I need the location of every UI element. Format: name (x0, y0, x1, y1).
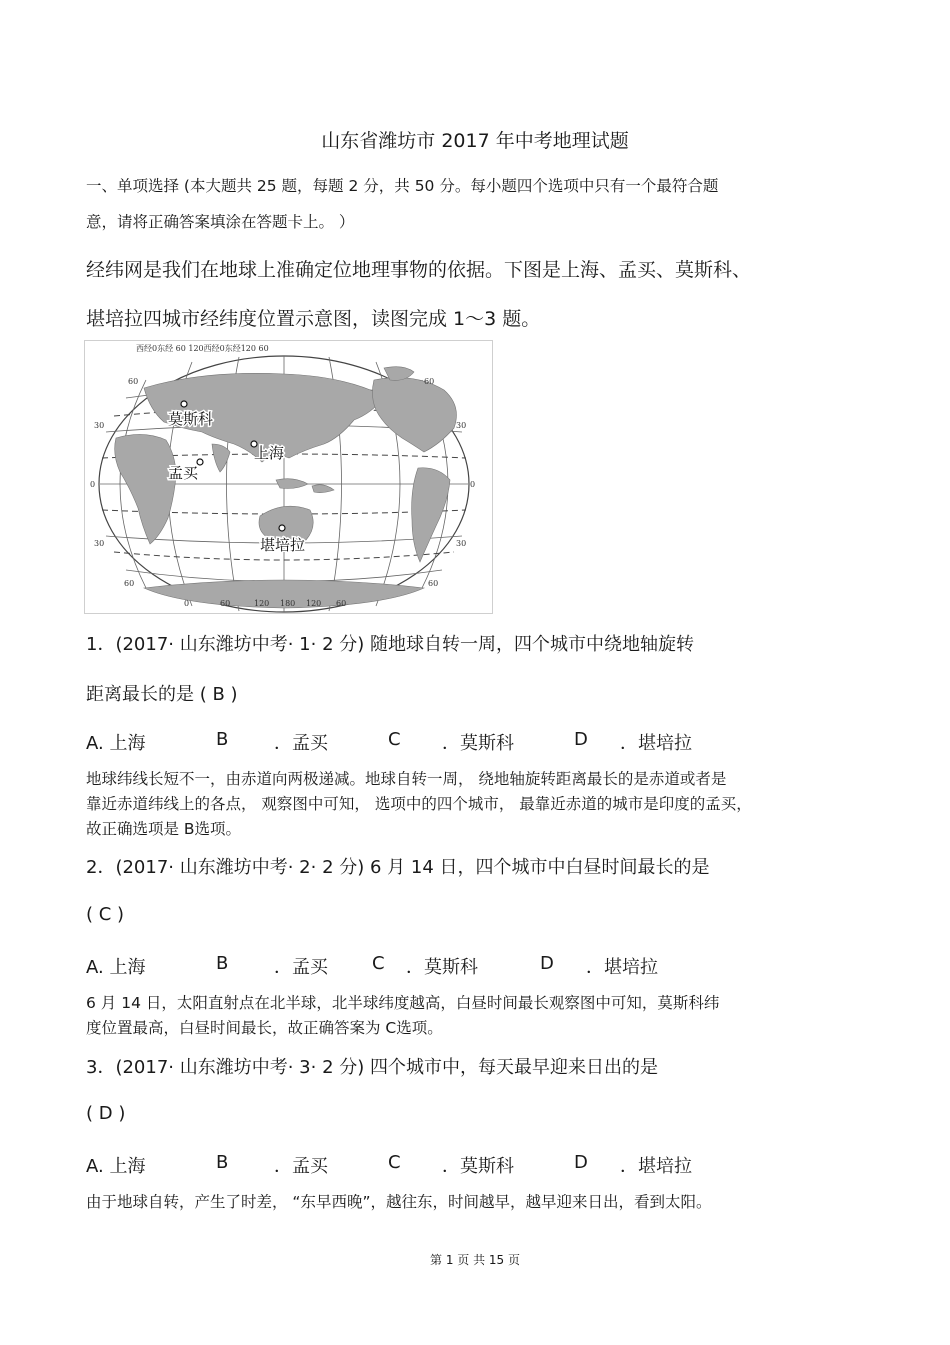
question-1-explanation-line1: 地球纬线长短不一，由赤道向两极递减。地球自转一周， 绕地轴旋转距离最长的是赤道或者是 (86, 770, 727, 788)
map-label-canberra: 堪培拉 (260, 536, 306, 554)
question-2-explanation-line2: 度位置最高，白昼时间最长，故正确答案为 C选项。 (86, 1019, 443, 1037)
q2-option-d-text: ．堪培拉 (586, 957, 658, 978)
section-instructions-line1: 一、单项选择 (本大题共 25 题，每题 2 分，共 50 分。每小题四个选项中只有一个最符合题 (86, 177, 719, 195)
map-bottom-scale-4: 180 (280, 599, 296, 608)
map-lat-left-1: 60 (128, 377, 139, 386)
q2-option-c-text: ．莫斯科 (406, 957, 478, 978)
q2-option-b-letter: B (216, 953, 229, 974)
q1-option-a: A. 上海 (86, 733, 146, 754)
section-instructions-line2: 意，请将正确答案填涂在答题卡上。 ） (86, 213, 355, 231)
q1-option-c-letter: C (388, 729, 401, 750)
question-1-explanation-line2: 靠近赤道纬线上的各点， 观察图中可知， 选项中的四个城市， 最靠近赤道的城市是印度的孟买， (86, 795, 752, 813)
intro-line2: 堪培拉四城市经纬度位置示意图，读图完成 1～3 题。 (86, 308, 541, 330)
canberra-marker (279, 525, 285, 531)
question-2-explanation-line1: 6 月 14 日，太阳直射点在北半球，北半球纬度越高，白昼时间最长观察图中可知，莫斯科纬 (86, 994, 720, 1012)
page-footer: 第 1 页 共 15 页 (430, 1253, 520, 1267)
map-bottom-scale-6: 60 (336, 599, 347, 608)
map-bottom-scale-2: 60 (220, 599, 231, 608)
q2-option-c-letter: C (372, 953, 385, 974)
question-1-stem-line1: 1．(2017· 山东潍坊中考· 1· 2 分) 随地球自转一周，四个城市中绕地轴旋转 (86, 634, 694, 655)
question-1-stem-line2: 距离最长的是 ( B ) (86, 684, 238, 705)
q3-option-c-letter: C (388, 1152, 401, 1173)
q1-option-b-letter: B (216, 729, 229, 750)
q3-option-a: A. 上海 (86, 1156, 146, 1177)
map-label-moscow: 莫斯科 (168, 410, 214, 428)
q2-option-a: A. 上海 (86, 957, 146, 978)
page-title: 山东省潍坊市 2017 年中考地理试题 (321, 130, 629, 152)
q1-option-d-text: ．堪培拉 (620, 733, 692, 754)
question-3-explanation-line1: 由于地球自转，产生了时差， “东早西晚”，越往东，时间越早，越早迎来日出，看到太阳。 (86, 1193, 712, 1211)
map-bottom-scale-1: 0 (184, 599, 190, 608)
moscow-marker (181, 401, 187, 407)
q2-option-d-letter: D (540, 953, 554, 974)
q1-option-c-text: ．莫斯科 (442, 733, 514, 754)
map-label-shanghai: 上海 (254, 444, 285, 462)
map-lat-left-2: 30 (94, 421, 105, 430)
map-lat-right-4: 30 (456, 539, 467, 548)
q3-option-b-letter: B (216, 1152, 229, 1173)
q3-option-b-text: ．孟买 (274, 1156, 328, 1177)
map-bottom-scale-5: 120 (306, 599, 322, 608)
map-label-mumbai: 孟买 (168, 464, 199, 482)
intro-line1: 经纬网是我们在地球上准确定位地理事物的依据。下图是上海、孟买、莫斯科、 (86, 259, 752, 281)
map-lat-right-3: 0 (470, 480, 476, 489)
map-lat-left-4: 30 (94, 539, 105, 548)
world-map-svg (84, 340, 493, 614)
question-2-stem-line2: ( C ) (86, 904, 125, 925)
map-bottom-scale-3: 120 (254, 599, 270, 608)
q3-option-d-letter: D (574, 1152, 588, 1173)
map-lat-right-1: 60 (424, 377, 435, 386)
q3-option-d-text: ．堪培拉 (620, 1156, 692, 1177)
question-3-stem-line1: 3．(2017· 山东潍坊中考· 3· 2 分) 四个城市中，每天最早迎来日出的是 (86, 1057, 658, 1078)
map-lat-right-5: 60 (428, 579, 439, 588)
q1-option-d-letter: D (574, 729, 588, 750)
question-2-stem-line1: 2．(2017· 山东潍坊中考· 2· 2 分) 6 月 14 日，四个城市中白昼时间最长的是 (86, 857, 710, 878)
question-3-stem-line2: ( D ) (86, 1103, 126, 1124)
q2-option-b-text: ．孟买 (274, 957, 328, 978)
map-lat-left-3: 0 (90, 480, 96, 489)
world-map-figure (84, 340, 493, 614)
map-lat-right-2: 30 (456, 421, 467, 430)
q1-option-b-text: ．孟买 (274, 733, 328, 754)
map-lat-left-5: 60 (124, 579, 135, 588)
map-top-scale: 西经0东经 60 120西经0东经120 60 (136, 344, 269, 353)
question-1-explanation-line3: 故正确选项是 B选项。 (86, 820, 242, 838)
q3-option-c-text: ．莫斯科 (442, 1156, 514, 1177)
